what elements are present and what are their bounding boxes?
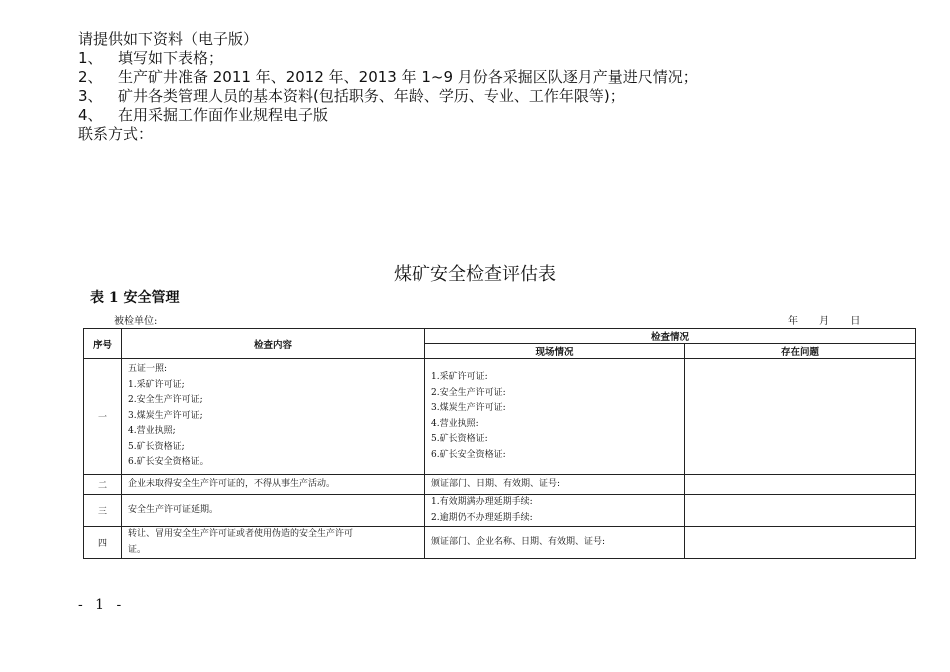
table-label: 表 1 安全管理	[90, 290, 180, 306]
row-number: 四	[84, 527, 122, 559]
table-row	[84, 475, 916, 495]
site-status-line: 2.逾期仍不办理延期手续:	[431, 512, 533, 523]
check-content-line: 证。	[128, 544, 147, 555]
check-content-cell	[122, 527, 425, 559]
header-check: 检查情况	[425, 329, 916, 344]
check-content-cell	[122, 359, 425, 475]
intro-item	[78, 87, 698, 106]
site-status-line: 颁证部门、企业名称、日期、有效期、证号:	[431, 536, 606, 547]
check-content-line: 4.营业执照;	[128, 426, 176, 437]
site-status-cell	[425, 527, 685, 559]
check-content-line: 1.采矿许可证;	[128, 379, 185, 390]
intro-item-number: 4、	[78, 106, 103, 124]
date-label: 年 月 日	[788, 316, 861, 327]
header-no: 序号	[84, 329, 122, 359]
site-status-line: 颁证部门、日期、有效期、证号:	[431, 478, 561, 489]
check-content-cell	[122, 475, 425, 495]
intro-item-number: 1、	[78, 49, 103, 67]
header-site: 现场情况	[425, 344, 685, 359]
inspected-unit-label: 被检单位:	[114, 316, 158, 327]
check-content-line: 转让、冒用安全生产许可证或者使用伪造的安全生产许可	[128, 529, 354, 539]
site-status-line: 5.矿长资格证:	[431, 434, 488, 444]
header-content: 检查内容	[122, 329, 425, 359]
contact-label: 联系方式：	[78, 125, 154, 143]
issues-cell	[685, 495, 916, 527]
row-number: 一	[84, 359, 122, 475]
table-row	[84, 359, 916, 475]
intro-item	[78, 68, 698, 87]
document-title: 煤矿安全检查评估表	[394, 264, 556, 285]
intro-item	[78, 49, 698, 68]
intro-section	[78, 30, 698, 144]
site-status-cell	[425, 359, 685, 475]
site-status-line: 3.煤炭生产许可证:	[431, 403, 506, 413]
check-content-line: 5.矿长资格证;	[128, 441, 185, 452]
site-status-cell	[425, 495, 685, 527]
header-issues: 存在问题	[685, 344, 916, 359]
check-content-line: 3.煤炭生产许可证;	[128, 410, 203, 421]
page-number: - 1 -	[78, 597, 126, 613]
table-row	[84, 495, 916, 527]
issues-cell	[685, 475, 916, 495]
site-status-line: 2.安全生产许可证:	[431, 387, 506, 398]
intro-item-text: 填写如下表格；	[118, 49, 224, 67]
inspection-table	[83, 328, 916, 559]
check-content-line: 6.矿长安全资格证。	[128, 457, 209, 468]
site-status-line: 1.有效期满办理延期手续:	[431, 497, 533, 507]
intro-heading: 请提供如下资料（电子版）	[78, 30, 259, 48]
intro-item-text: 在用采掘工作面作业规程电子版	[118, 106, 329, 124]
intro-item-number: 3、	[78, 87, 103, 105]
site-status-cell	[425, 475, 685, 495]
intro-item	[78, 106, 698, 125]
check-content-line: 安全生产许可证延期。	[128, 504, 219, 515]
table-row	[84, 527, 916, 559]
row-number: 三	[84, 495, 122, 527]
site-status-line: 4.营业执照:	[431, 418, 479, 429]
check-content-line: 五证一照:	[128, 364, 168, 375]
check-content-line: 2.安全生产许可证;	[128, 395, 203, 406]
check-content-line: 企业未取得安全生产许可证的，不得从事生产活动。	[128, 478, 336, 489]
intro-item-text: 矿井各类管理人员的基本资料(包括职务、年龄、学历、专业、工作年限等)；	[118, 87, 625, 105]
table-body	[84, 359, 916, 559]
row-number: 二	[84, 475, 122, 495]
check-content-cell	[122, 495, 425, 527]
site-status-line: 6.矿长安全资格证:	[431, 449, 506, 460]
intro-item-text: 生产矿井准备 2011 年、2012 年、2013 年 1~9 月份各采掘区队逐月产量进尺情况；	[118, 68, 698, 86]
issues-cell	[685, 359, 916, 475]
site-status-line: 1.采矿许可证:	[431, 372, 488, 382]
issues-cell	[685, 527, 916, 559]
intro-item-number: 2、	[78, 68, 103, 86]
